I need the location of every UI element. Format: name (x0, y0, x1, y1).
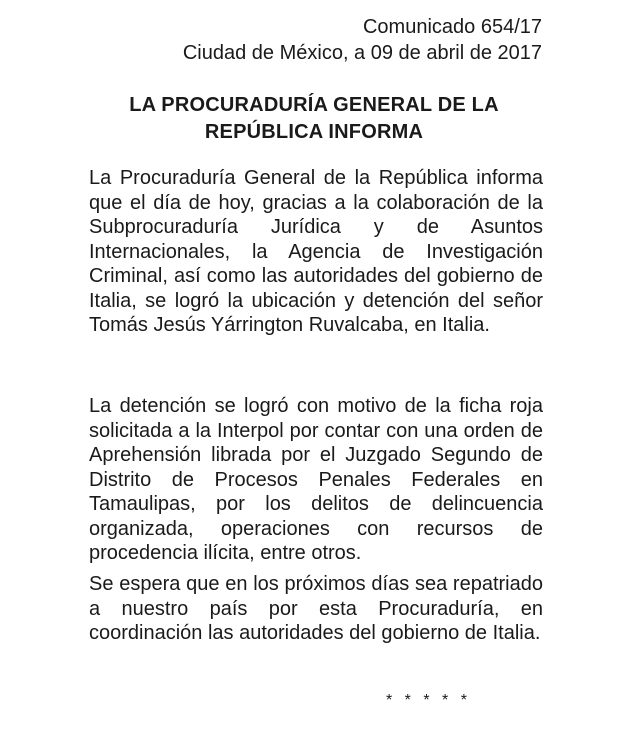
place-date: Ciudad de México, a 09 de abril de 2017 (182, 42, 542, 64)
paragraph-3: Se espera que en los próximos días sea repatriado a nuestro país por esta Procuraduría, en coordinación las autoridades del gobierno de Italia. (89, 573, 543, 644)
paragraph-1: La Procuraduría General de la República informa que el día de hoy, gracias a la colaboración de la Subprocuraduría Jurídica y de Asuntos Internacionales, la Agencia de Investigación Criminal, así como las autoridades del gobierno de Italia, se logró la ubicación y detención del señor Tomás Jesús Yárrington Ruvalcaba, en Italia. (89, 167, 543, 336)
title-line-1: LA PROCURADURÍA GENERAL DE LA (129, 94, 499, 116)
document-title (0, 92, 628, 146)
document-header (183, 14, 542, 66)
closing-stars: * * * * * (386, 692, 471, 709)
title-line-2: REPÚBLICA INFORMA (204, 121, 424, 143)
paragraph-2: La detención se logró con motivo de la ficha roja solicitada a la Interpol por contar con una orden de Aprehensión librada por el Juzgado Segundo de Distrito de Procesos Penales Federales en Tamaulipas, por los delitos de delincuencia organizada, operaciones con recursos de procedencia ilícita, entre otros. (89, 395, 543, 564)
comunicado-number: Comunicado 654/17 (362, 16, 542, 38)
